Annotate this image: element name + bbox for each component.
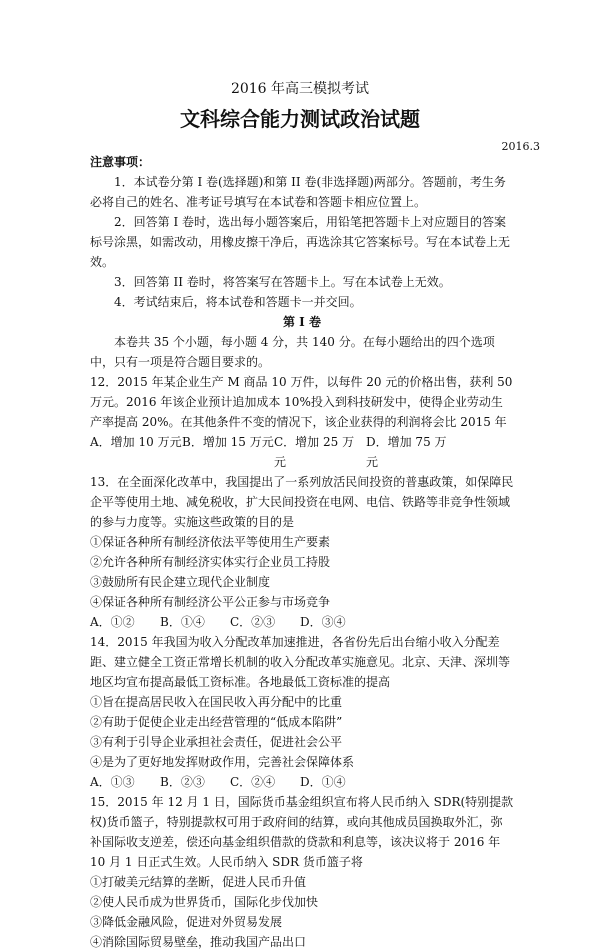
choice-c[interactable]: C．②③ [230, 615, 276, 629]
question-13-option-1: ①保证各种所有制经济依法平等使用生产要素 [90, 535, 331, 549]
question-15-option-1: ①打破美元结算的垄断，促进人民币升值 [90, 875, 307, 889]
note-item-3: 3．回答第 II 卷时，将答案写在答题卡上。写在本试卷上无效。 [114, 275, 451, 289]
choice-a[interactable]: A．增加 10 万元 [90, 435, 182, 449]
note-item-2: 2．回答第 I 卷时，选出每小题答案后，用铅笔把答题卡上对应题目的答案标号涂黑，如需改动，用橡皮擦干净后，再选涂其它答案标号。写在本试卷上无效。 [90, 215, 511, 269]
exam-content [90, 152, 514, 952]
exam-date: 2016.3 [501, 140, 540, 153]
choice-d[interactable]: D．③④ [300, 615, 346, 629]
question-13-option-2: ②允许各种所有制经济实体实行企业员工持股 [90, 555, 331, 569]
question-15-option-4: ④消除国际贸易壁垒，推动我国产品出口 [90, 935, 307, 949]
paper-title: 文科综合能力测试政治试题 [180, 107, 420, 131]
section-title: 第 Ⅰ 卷 [283, 315, 321, 329]
question-14-stem: 14．2015 年我国为收入分配改革加速推进，各省份先后出台缩小收入分配差距、建立健全工资正常增长机制的收入分配改革实施意见。北京、天津、深圳等地区均宣布提高最低工资标准。各地最低工资标准的提高 [90, 635, 511, 689]
question-13-option-4: ④保证各种所有制经济公平公正参与市场竞争 [90, 595, 331, 609]
choice-d[interactable]: D．增加 75 万元 [366, 435, 447, 469]
question-14-option-4: ④是为了更好地发挥财政作用，完善社会保障体系 [90, 755, 355, 769]
question-14-option-2: ②有助于促使企业走出经营管理的“低成本陷阱” [90, 715, 343, 729]
question-14-option-3: ③有利于引导企业承担社会责任，促进社会公平 [90, 735, 343, 749]
question-14-option-1: ①旨在提高居民收入在国民收入再分配中的比重 [90, 695, 343, 709]
question-14-choices [90, 772, 514, 792]
choice-b[interactable]: B．增加 15 万元 [182, 435, 274, 449]
question-13-stem: 13．在全面深化改革中，我国提出了一系列放活民间投资的普惠政策，如保障民企平等使用土地、减免税收，扩大民间投资在电网、电信、铁路等非竞争性领域的参与力度等。实施这些政策的目的是 [90, 475, 514, 529]
choice-b[interactable]: B．②③ [160, 775, 205, 789]
note-item-1: 1．本试卷分第 I 卷(选择题)和第 II 卷(非选择题)两部分。答题前，考生务必将自己的姓名、准考证号填写在本试卷和答题卡相应位置上。 [90, 175, 506, 209]
notes-heading: 注意事项： [90, 155, 151, 169]
note-item-4: 4．考试结束后，将本试卷和答题卡一并交回。 [114, 295, 362, 309]
question-15-stem: 15．2015 年 12 月 1 日，国际货币基金组织宣布将人民币纳入 SDR(特别提款权)货币篮子，特别提款权可用于政府间的结算，或向其他成员国换取外汇，弥补国际收支逆差，偿还向基金组织借款的贷款和利息等，该决议将于 2016 年 10 月 1 日正式生效。人民币纳入 SDR 货币篮子将 [90, 795, 514, 869]
choice-a[interactable]: A．①② [90, 615, 135, 629]
question-12-stem: 12．2015 年某企业生产 M 商品 10 万件，以每件 20 元的价格出售，获利 50 万元。2016 年该企业预计追加成本 10%投入到科技研发中，使得企业劳动生产率提高 20%。在其他条件不变的情况下，该企业获得的利润将会比 2015 年 [90, 375, 513, 429]
section-intro: 本卷共 35 个小题，每小题 4 分，共 140 分。在每小题给出的四个选项中，只有一项是符合题目要求的。 [90, 335, 495, 369]
choice-c[interactable]: C．②④ [230, 775, 276, 789]
choice-c[interactable]: C．增加 25 万元 [274, 435, 355, 469]
question-13-option-3: ③鼓励所有民企建立现代企业制度 [90, 575, 271, 589]
question-12-choices [90, 432, 514, 472]
question-15-option-2: ②使人民币成为世界货币，国际化步伐加快 [90, 895, 319, 909]
question-13-choices [90, 612, 514, 632]
choice-d[interactable]: D．①④ [300, 775, 346, 789]
choice-b[interactable]: B．①④ [160, 615, 205, 629]
question-15-option-3: ③降低金融风险，促进对外贸易发展 [90, 915, 283, 929]
choice-a[interactable]: A．①③ [90, 775, 135, 789]
exam-title: 2016 年高三模拟考试 [230, 81, 370, 97]
